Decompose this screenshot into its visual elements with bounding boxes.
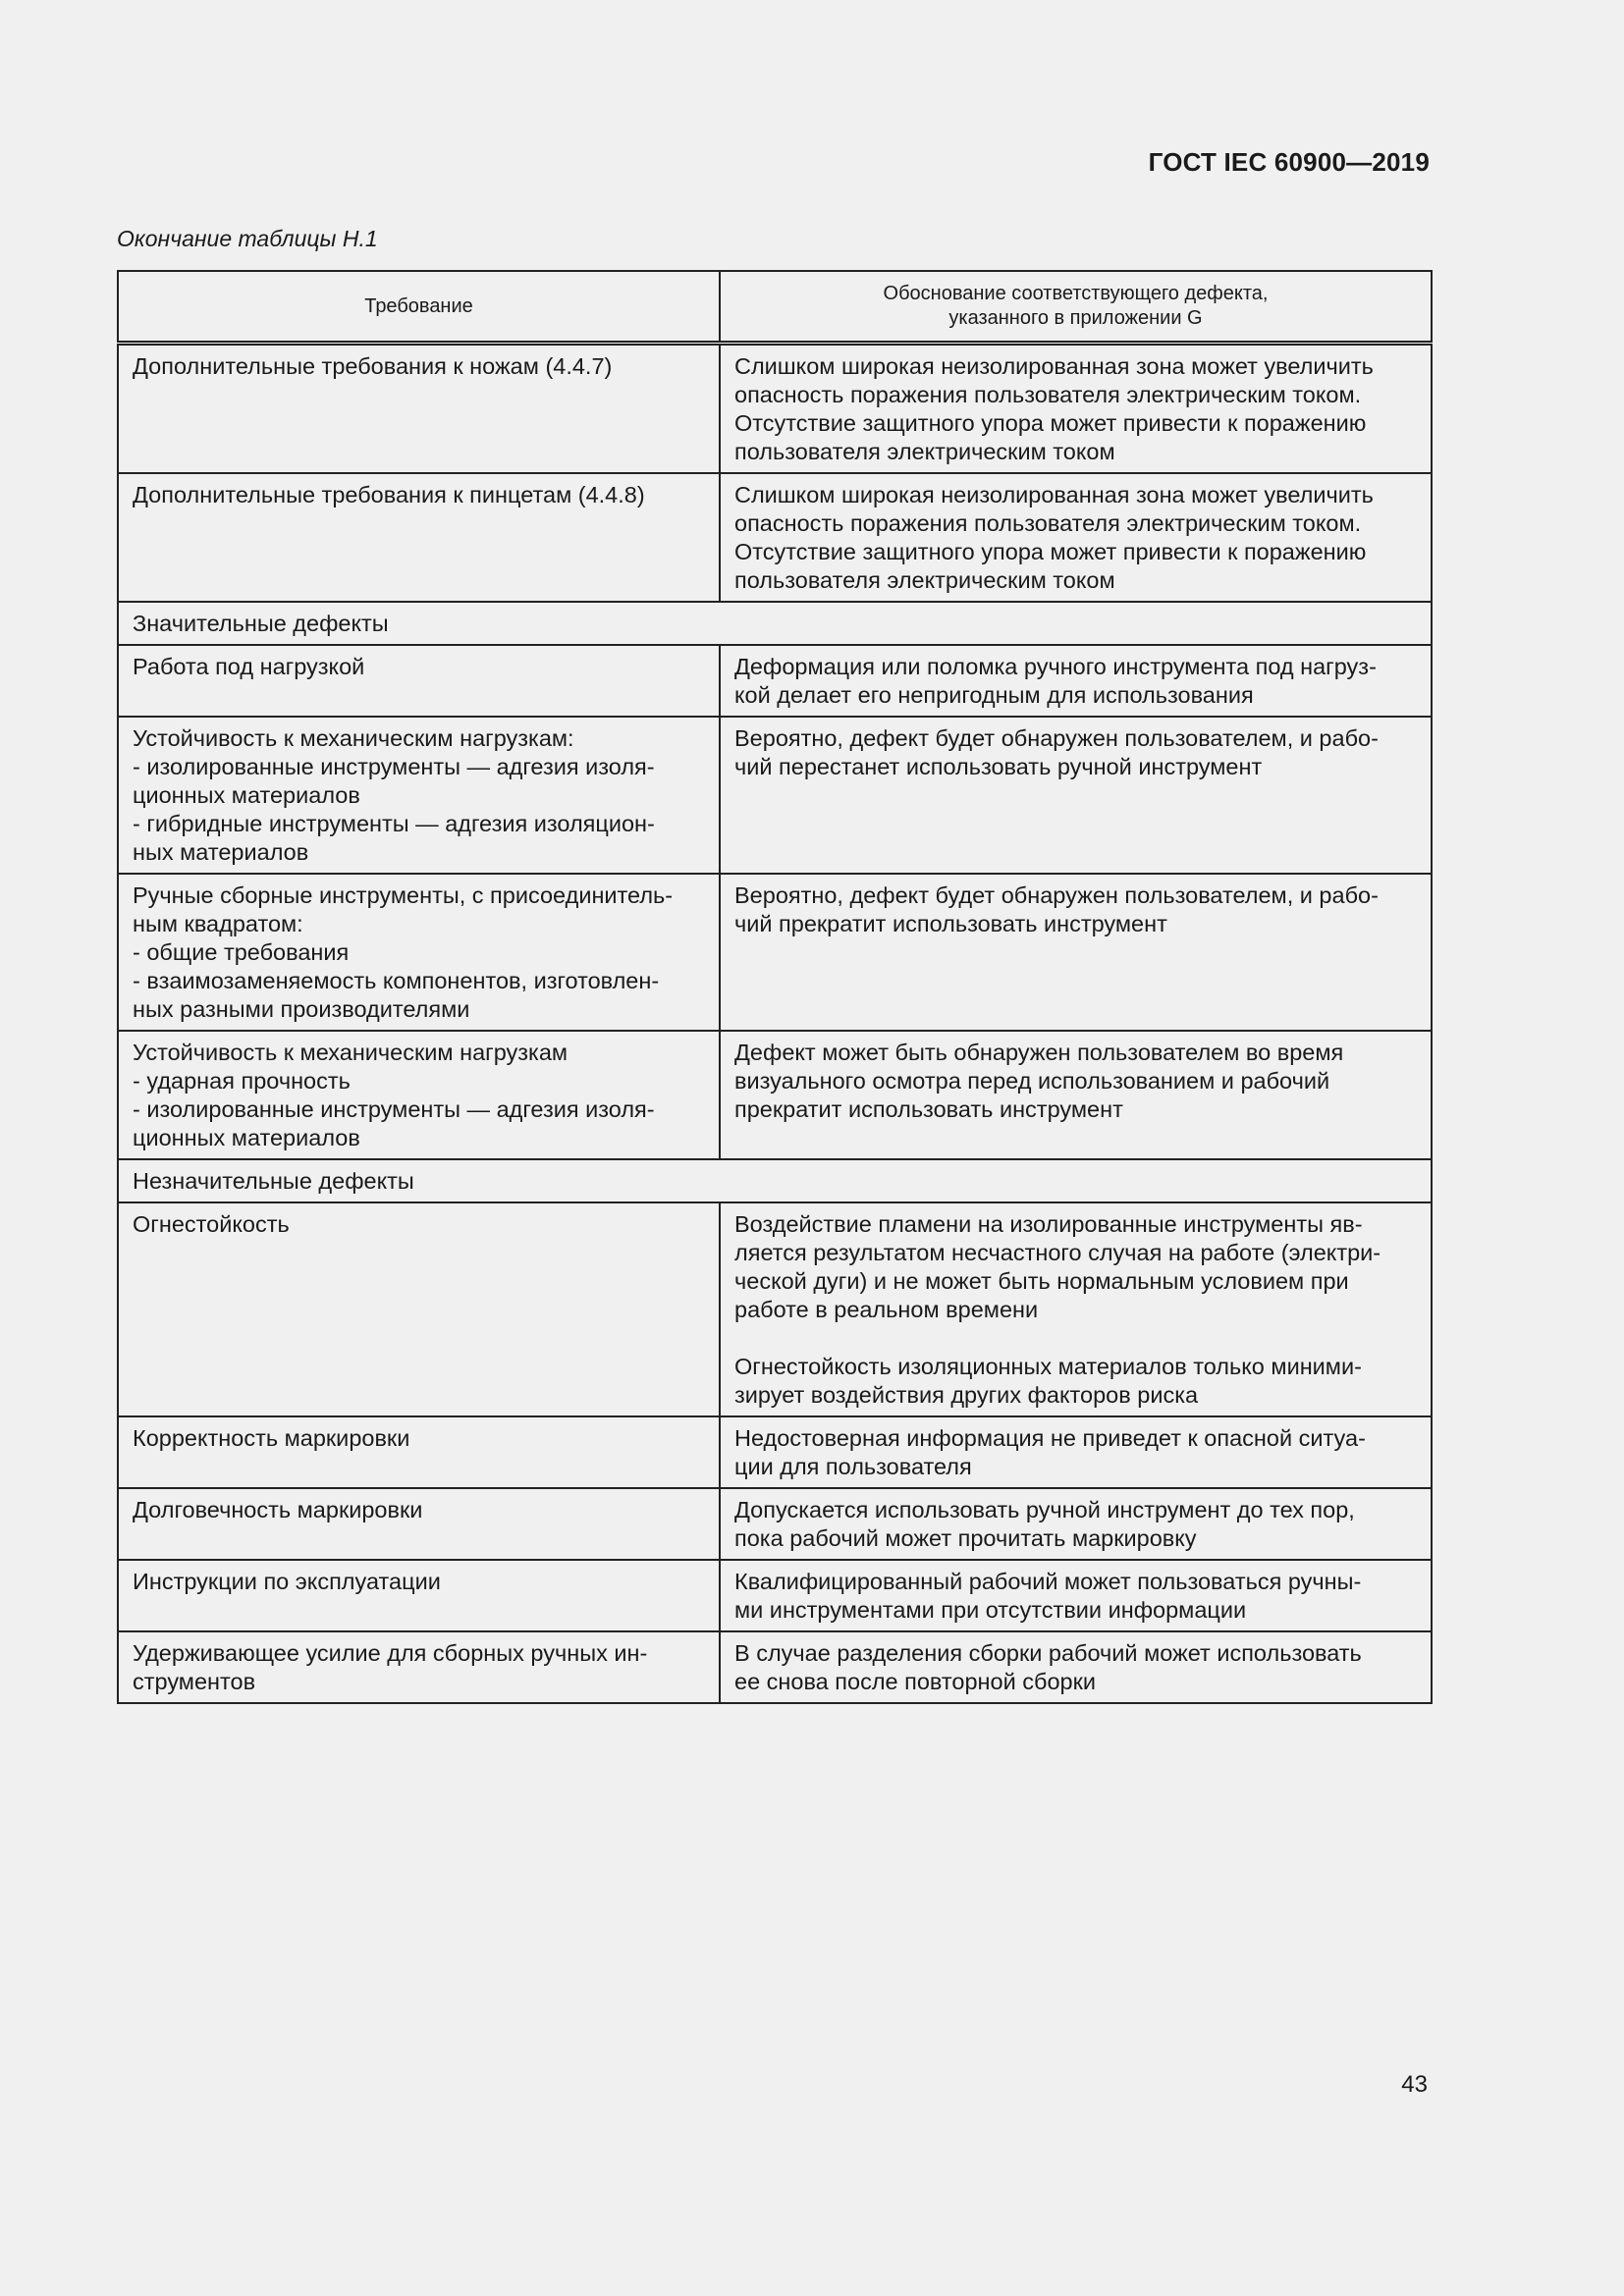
cell-text-line: ции для пользователя <box>734 1454 972 1479</box>
requirement-cell <box>118 717 720 874</box>
cell-text-line: В случае разделения сборки рабочий может использовать <box>734 1640 1362 1666</box>
cell-text-line: Инструкции по эксплуатации <box>133 1569 441 1594</box>
requirement-cell <box>118 645 720 717</box>
section-title: Значительные дефекты <box>118 602 1432 645</box>
table-row <box>118 1560 1432 1631</box>
page-number: 43 <box>1401 2071 1428 2098</box>
justification-cell <box>720 1031 1432 1159</box>
table-row <box>118 344 1432 474</box>
cell-text-line: Слишком широкая неизолированная зона может увеличить <box>734 353 1374 379</box>
paragraph-gap <box>734 1324 1417 1353</box>
cell-text-line: чий прекратит использовать инструмент <box>734 911 1167 936</box>
table-row <box>118 1488 1432 1560</box>
cell-text-line: - взаимозаменяемость компонентов, изготовлен- <box>133 968 660 993</box>
cell-text-line: струментов <box>133 1669 256 1694</box>
cell-text-line: пока рабочий может прочитать маркировку <box>734 1525 1197 1551</box>
cell-text-line: кой делает его непригодным для использования <box>734 682 1254 708</box>
justification-cell <box>720 717 1432 874</box>
cell-text-line: Воздействие пламени на изолированные инструменты яв- <box>734 1211 1363 1237</box>
cell-text-line: Недостоверная информация не приведет к опасной ситуа- <box>734 1425 1366 1451</box>
cell-text-line: Работа под нагрузкой <box>133 654 365 679</box>
table-row <box>118 645 1432 717</box>
cell-text-line: Огнестойкость <box>133 1211 290 1237</box>
cell-text-line: Ручные сборные инструменты, с присоединитель- <box>133 882 674 908</box>
cell-text-line: ческой дуги) и не может быть нормальным условием при <box>734 1268 1349 1294</box>
table-row <box>118 874 1432 1031</box>
table-row <box>118 1631 1432 1703</box>
justification-cell <box>720 874 1432 1031</box>
table-row <box>118 1031 1432 1159</box>
requirement-cell <box>118 1031 720 1159</box>
cell-text-line: ным квадратом: <box>133 911 303 936</box>
cell-text-line: - изолированные инструменты — адгезия изоля- <box>133 754 655 779</box>
cell-text-line: Долговечность маркировки <box>133 1497 423 1522</box>
cell-text-line: - изолированные инструменты — адгезия изоля- <box>133 1096 655 1122</box>
cell-text-line: работе в реальном времени <box>734 1297 1039 1322</box>
justification-cell <box>720 1560 1432 1631</box>
cell-text-line: ционных материалов <box>133 782 360 808</box>
justification-cell <box>720 1631 1432 1703</box>
requirement-cell <box>118 1416 720 1488</box>
cell-text-line: Огнестойкость изоляционных материалов только миними- <box>734 1354 1362 1379</box>
cell-text-line: - ударная прочность <box>133 1068 351 1094</box>
cell-text-line: Вероятно, дефект будет обнаружен пользователем, и рабо- <box>734 725 1379 751</box>
requirement-cell <box>118 344 720 474</box>
cell-text-line: Вероятно, дефект будет обнаружен пользователем, и рабо- <box>734 882 1379 908</box>
cell-text-line: ционных материалов <box>133 1125 360 1150</box>
cell-text-line: Отсутствие защитного упора может привести к поражению <box>734 410 1367 436</box>
requirement-cell <box>118 1202 720 1416</box>
cell-text-line: зирует воздействия других факторов риска <box>734 1382 1199 1408</box>
cell-text-line: Устойчивость к механическим нагрузкам <box>133 1040 568 1065</box>
cell-text-line: ных материалов <box>133 839 309 865</box>
cell-text-line: чий перестанет использовать ручной инструмент <box>734 754 1263 779</box>
column-header-requirement: Требование <box>118 271 720 344</box>
cell-text-line: Квалифицированный рабочий может пользоваться ручны- <box>734 1569 1362 1594</box>
section-title: Незначительные дефекты <box>118 1159 1432 1202</box>
cell-text-line: - гибридные инструменты — адгезия изоляцион- <box>133 811 655 836</box>
cell-text-line: Слишком широкая неизолированная зона может увеличить <box>734 482 1374 507</box>
cell-text-line: ми инструментами при отсутствии информации <box>734 1597 1247 1623</box>
cell-text-line: Дополнительные требования к ножам (4.4.7) <box>133 353 613 379</box>
table-row <box>118 1416 1432 1488</box>
cell-text-line: ляется результатом несчастного случая на работе (электри- <box>734 1240 1381 1265</box>
column-header-justification <box>720 271 1432 344</box>
table-row <box>118 717 1432 874</box>
document-code-header: ГОСТ IEC 60900—2019 <box>1148 147 1430 177</box>
cell-text-line: пользователя электрическим током <box>734 567 1115 593</box>
justification-cell <box>720 473 1432 602</box>
section-row <box>118 1159 1432 1202</box>
requirement-cell <box>118 1631 720 1703</box>
requirement-cell <box>118 1560 720 1631</box>
requirement-cell <box>118 874 720 1031</box>
cell-text-line: Дополнительные требования к пинцетам (4.4.8) <box>133 482 645 507</box>
justification-cell <box>720 1488 1432 1560</box>
justification-cell <box>720 645 1432 717</box>
table-header-row <box>118 271 1432 344</box>
justification-cell <box>720 1416 1432 1488</box>
cell-text-line: Корректность маркировки <box>133 1425 410 1451</box>
column-header-line: Обоснование соответствующего дефекта, <box>883 283 1269 304</box>
table-row <box>118 473 1432 602</box>
section-row <box>118 602 1432 645</box>
cell-text-line: ее снова после повторной сборки <box>734 1669 1097 1694</box>
cell-text-line: опасность поражения пользователя электрическим током. <box>734 382 1362 407</box>
cell-text-line: Деформация или поломка ручного инструмента под нагруз- <box>734 654 1377 679</box>
cell-text-line: Устойчивость к механическим нагрузкам: <box>133 725 574 751</box>
cell-text-line: Дефект может быть обнаружен пользователем во время <box>734 1040 1344 1065</box>
table-caption: Окончание таблицы H.1 <box>117 226 378 251</box>
justification-cell <box>720 1202 1432 1416</box>
cell-text-line: визуального осмотра перед использованием и рабочий <box>734 1068 1330 1094</box>
defects-table <box>117 270 1433 1704</box>
column-header-line: указанного в приложении G <box>948 307 1203 329</box>
cell-text-line: Допускается использовать ручной инструмент до тех пор, <box>734 1497 1355 1522</box>
table-row <box>118 1202 1432 1416</box>
cell-text-line: ных разными производителями <box>133 996 470 1022</box>
requirement-cell <box>118 1488 720 1560</box>
justification-cell <box>720 344 1432 474</box>
cell-text-line: Удерживающее усилие для сборных ручных ин- <box>133 1640 648 1666</box>
requirement-cell <box>118 473 720 602</box>
cell-text-line: - общие требования <box>133 939 350 965</box>
cell-text-line: Отсутствие защитного упора может привести к поражению <box>734 539 1367 564</box>
cell-text-line: пользователя электрическим током <box>734 439 1115 464</box>
cell-text-line: опасность поражения пользователя электрическим током. <box>734 510 1362 536</box>
cell-text-line: прекратит использовать инструмент <box>734 1096 1123 1122</box>
